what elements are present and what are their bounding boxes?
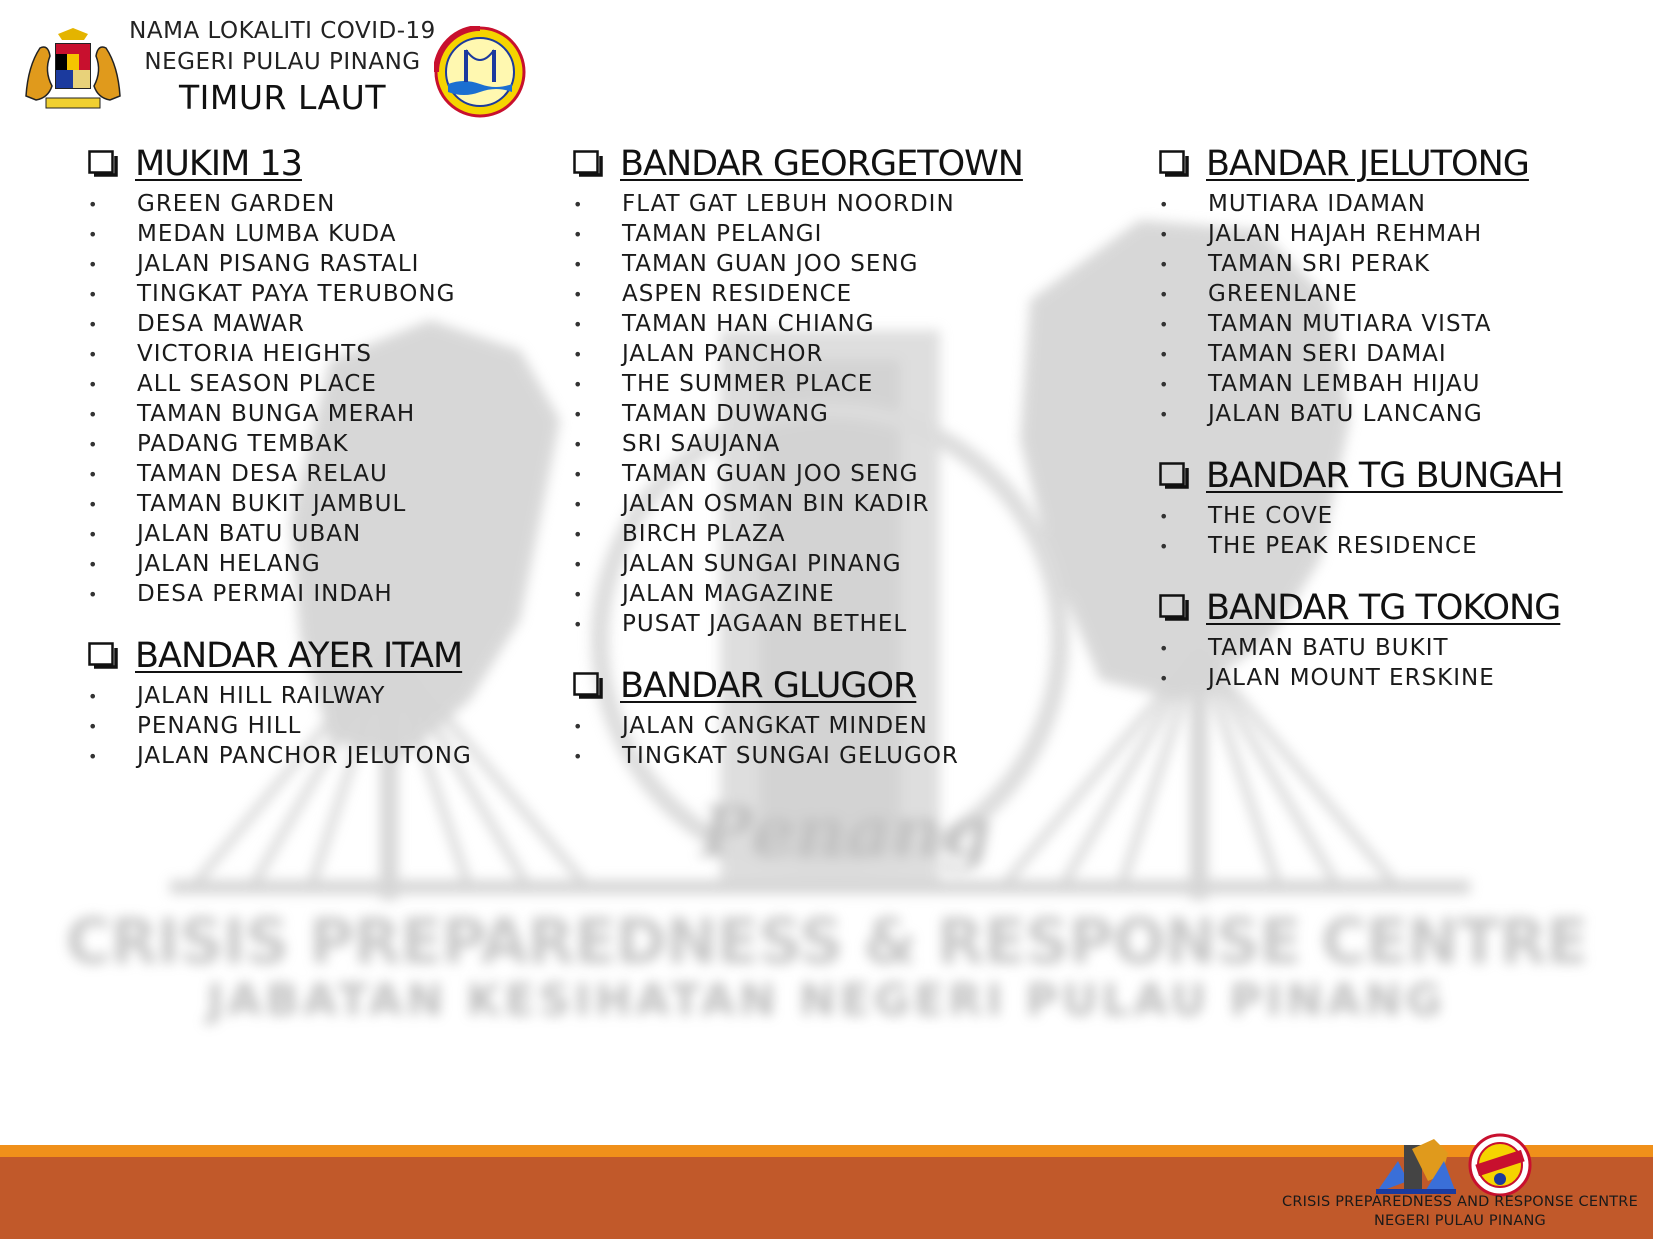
- header-title-block: [120, 16, 445, 118]
- watermark-subtitle: JABATAN KESIHATAN NEGERI PULAU PINANG: [207, 975, 1446, 1026]
- bullet-icon: •: [1159, 668, 1169, 688]
- bullet-icon: •: [573, 464, 583, 484]
- penang-lawan-covid-logo-icon: [1470, 1135, 1530, 1195]
- bullet-icon: •: [1159, 254, 1169, 274]
- list-item: • TINGKAT SUNGAI GELUGOR: [573, 743, 959, 769]
- list-item: • JALAN PISANG RASTALI: [88, 251, 420, 277]
- footer-line-2: NEGERI PULAU PINANG: [1374, 1213, 1546, 1229]
- checkbox-square-icon: [88, 642, 122, 670]
- checkbox-square-icon: [88, 150, 122, 178]
- bullet-icon: •: [88, 374, 98, 394]
- bullet-icon: •: [88, 254, 98, 274]
- section-bandar-jelutong: [1159, 141, 1639, 429]
- list-item: • ALL SEASON PLACE: [88, 371, 377, 397]
- list-item: • TAMAN MUTIARA VISTA: [1159, 311, 1492, 337]
- list-item: • BIRCH PLAZA: [573, 521, 786, 547]
- list-item: • TAMAN SERI DAMAI: [1159, 341, 1447, 367]
- bullet-icon: •: [88, 344, 98, 364]
- list-item: • TAMAN BUKIT JAMBUL: [88, 491, 407, 517]
- bullet-icon: •: [573, 404, 583, 424]
- bullet-icon: •: [88, 584, 98, 604]
- bullet-icon: •: [88, 494, 98, 514]
- bullet-icon: •: [88, 434, 98, 454]
- section-title: BANDAR TG BUNGAH: [1206, 456, 1563, 496]
- list-item: • SRI SAUJANA: [573, 431, 781, 457]
- bullet-icon: •: [573, 194, 583, 214]
- list-item: • PENANG HILL: [88, 713, 302, 739]
- list-item: • ASPEN RESIDENCE: [573, 281, 853, 307]
- header-line-2: NEGERI PULAU PINANG: [144, 49, 421, 75]
- section-bandar-georgetown: [573, 141, 1133, 639]
- checkbox-square-icon: [1159, 594, 1193, 622]
- bullet-icon: •: [573, 254, 583, 274]
- list-item: • THE PEAK RESIDENCE: [1159, 533, 1478, 559]
- bullet-icon: •: [1159, 284, 1169, 304]
- coat-of-arms-logo: [18, 26, 128, 116]
- list-item: • TAMAN DESA RELAU: [88, 461, 388, 487]
- list-item: • TAMAN GUAN JOO SENG: [573, 251, 919, 277]
- checkbox-square-icon: [573, 672, 607, 700]
- list-item: • VICTORIA HEIGHTS: [88, 341, 372, 367]
- bullet-icon: •: [573, 374, 583, 394]
- bullet-icon: •: [1159, 536, 1169, 556]
- list-item: • THE COVE: [1159, 503, 1334, 529]
- bullet-icon: •: [1159, 638, 1169, 658]
- bullet-icon: •: [573, 716, 583, 736]
- list-item: • JALAN HAJAH REHMAH: [1159, 221, 1483, 247]
- bullet-icon: •: [88, 194, 98, 214]
- bullet-icon: •: [573, 344, 583, 364]
- list-item: • TINGKAT PAYA TERUBONG: [88, 281, 456, 307]
- bullet-icon: •: [573, 614, 583, 634]
- footer-line-1: CRISIS PREPAREDNESS AND RESPONSE CENTRE: [1282, 1194, 1638, 1210]
- bullet-icon: •: [88, 746, 98, 766]
- section-bandar-glugor: [573, 663, 1133, 771]
- bullet-icon: •: [88, 314, 98, 334]
- checkbox-square-icon: [1159, 150, 1193, 178]
- list-item: • MEDAN LUMBA KUDA: [88, 221, 397, 247]
- bullet-icon: •: [573, 434, 583, 454]
- list-item: • JALAN OSMAN BIN KADIR: [573, 491, 930, 517]
- bullet-icon: •: [573, 746, 583, 766]
- locality-list: [88, 681, 548, 771]
- list-item: • JALAN HILL RAILWAY: [88, 683, 386, 709]
- cprc-logo-icon: [1376, 1139, 1456, 1194]
- bullet-icon: •: [88, 554, 98, 574]
- list-item: • JALAN BATU LANCANG: [1159, 401, 1483, 427]
- bullet-icon: •: [1159, 506, 1169, 526]
- list-item: • TAMAN HAN CHIANG: [573, 311, 875, 337]
- list-item: • JALAN PANCHOR: [573, 341, 824, 367]
- list-item: • TAMAN BUNGA MERAH: [88, 401, 416, 427]
- bullet-icon: •: [573, 524, 583, 544]
- list-item: • MUTIARA IDAMAN: [1159, 191, 1426, 217]
- column-3: [1159, 141, 1639, 693]
- bullet-icon: •: [88, 524, 98, 544]
- section-bandar-ayer-itam: [88, 633, 548, 771]
- list-item: • GREEN GARDEN: [88, 191, 336, 217]
- column-1: [88, 141, 548, 771]
- watermark-title: CRISIS PREPAREDNESS & RESPONSE CENTRE: [65, 905, 1588, 978]
- bullet-icon: •: [573, 314, 583, 334]
- header-line-1: NAMA LOKALITI COVID-19: [129, 18, 436, 44]
- list-item: • TAMAN PELANGI: [573, 221, 823, 247]
- section-title: BANDAR GLUGOR: [620, 666, 917, 706]
- list-item: • JALAN SUNGAI PINANG: [573, 551, 902, 577]
- bullet-icon: •: [1159, 374, 1169, 394]
- bullet-icon: •: [573, 494, 583, 514]
- section-title: MUKIM 13: [135, 144, 302, 184]
- locality-list: [1159, 633, 1639, 693]
- section-bandar-tg-tokong: [1159, 585, 1639, 693]
- list-item: • DESA MAWAR: [88, 311, 305, 337]
- section-bandar-tg-bungah: [1159, 453, 1639, 561]
- bullet-icon: •: [88, 686, 98, 706]
- list-item: • JALAN BATU UBAN: [88, 521, 362, 547]
- locality-list: [573, 711, 1133, 771]
- list-item: • TAMAN DUWANG: [573, 401, 829, 427]
- bullet-icon: •: [573, 554, 583, 574]
- bullet-icon: •: [573, 584, 583, 604]
- bullet-icon: •: [88, 464, 98, 484]
- list-item: • FLAT GAT LEBUH NOORDIN: [573, 191, 955, 217]
- checkbox-square-icon: [1159, 462, 1193, 490]
- bullet-icon: •: [573, 224, 583, 244]
- footer-logos: [1368, 1131, 1536, 1201]
- list-item: • TAMAN SRI PERAK: [1159, 251, 1431, 277]
- section-title: BANDAR GEORGETOWN: [620, 144, 1023, 184]
- bullet-icon: •: [573, 284, 583, 304]
- section-title: BANDAR TG TOKONG: [1206, 588, 1561, 628]
- checkbox-square-icon: [573, 150, 607, 178]
- bullet-icon: •: [1159, 194, 1169, 214]
- list-item: • JALAN MOUNT ERSKINE: [1159, 665, 1495, 691]
- bullet-icon: •: [1159, 344, 1169, 364]
- list-item: • JALAN MAGAZINE: [573, 581, 835, 607]
- locality-list: [1159, 189, 1639, 429]
- bullet-icon: •: [1159, 404, 1169, 424]
- bullet-icon: •: [1159, 314, 1169, 334]
- section-title: BANDAR JELUTONG: [1206, 144, 1529, 184]
- section-title: BANDAR AYER ITAM: [135, 636, 463, 676]
- list-item: • GREENLANE: [1159, 281, 1358, 307]
- header-district: TIMUR LAUT: [179, 78, 386, 117]
- watermark-script-text: Penang: [700, 790, 992, 873]
- list-item: • TAMAN GUAN JOO SENG: [573, 461, 919, 487]
- list-item: • THE SUMMER PLACE: [573, 371, 874, 397]
- locality-list: [88, 189, 548, 609]
- list-item: • JALAN CANGKAT MINDEN: [573, 713, 928, 739]
- list-item: • TAMAN LEMBAH HIJAU: [1159, 371, 1481, 397]
- list-item: • JALAN PANCHOR JELUTONG: [88, 743, 472, 769]
- locality-list: [573, 189, 1133, 639]
- bullet-icon: •: [1159, 224, 1169, 244]
- list-item: • PADANG TEMBAK: [88, 431, 349, 457]
- list-item: • TAMAN BATU BUKIT: [1159, 635, 1449, 661]
- bullet-icon: •: [88, 284, 98, 304]
- list-item: • JALAN HELANG: [88, 551, 321, 577]
- section-mukim-13: [88, 141, 548, 609]
- column-2: [573, 141, 1133, 771]
- footer-caption: [1275, 1193, 1645, 1231]
- bullet-icon: •: [88, 224, 98, 244]
- health-department-logo: [434, 26, 526, 118]
- bullet-icon: •: [88, 404, 98, 424]
- bullet-icon: •: [88, 716, 98, 736]
- locality-list: [1159, 501, 1639, 561]
- list-item: • PUSAT JAGAAN BETHEL: [573, 611, 908, 637]
- list-item: • DESA PERMAI INDAH: [88, 581, 393, 607]
